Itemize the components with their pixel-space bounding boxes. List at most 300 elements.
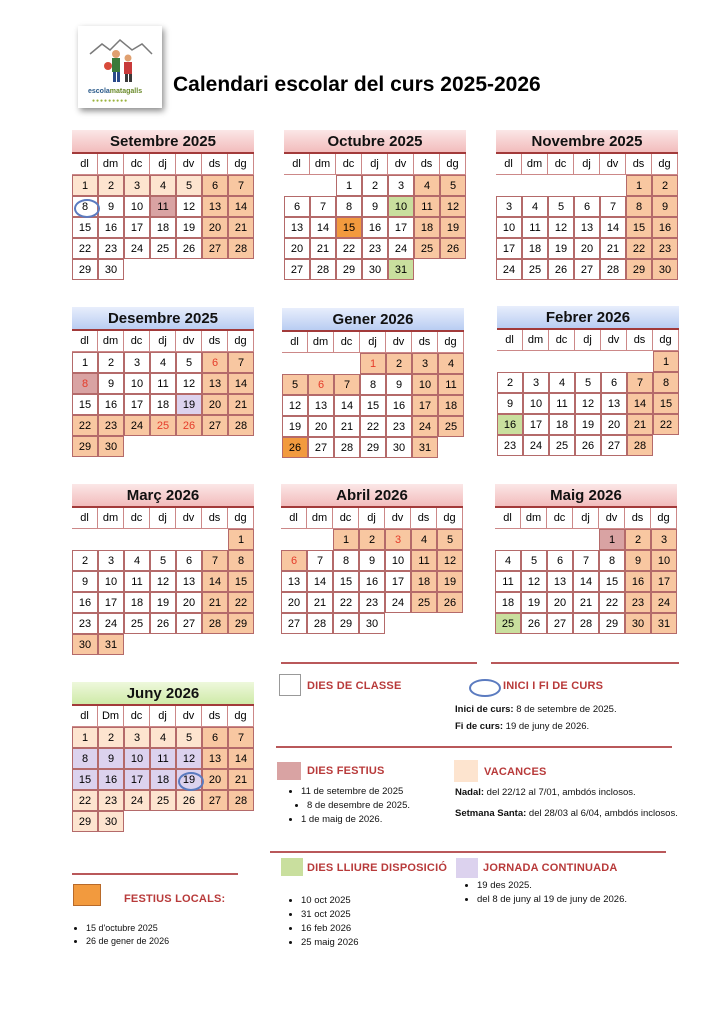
day-cell: 5 — [176, 175, 202, 196]
empty-cell — [573, 529, 599, 550]
day-cell: 7 — [307, 550, 333, 571]
weekday-header: dm — [98, 154, 124, 175]
day-cell: 27 — [284, 259, 310, 280]
festius-item: • 8 de desembre de 2025. — [307, 800, 410, 811]
weekday-header: dg — [653, 330, 679, 351]
day-cell: 15 — [336, 217, 362, 238]
local-holiday-swatch — [73, 884, 101, 906]
month-9 — [72, 682, 254, 832]
day-cell: 15 — [333, 571, 359, 592]
day-cell: 28 — [310, 259, 336, 280]
day-cell: 14 — [627, 393, 653, 414]
month-title: Febrer 2026 — [497, 306, 679, 330]
day-cell: 21 — [202, 592, 228, 613]
day-cell: 11 — [150, 373, 176, 394]
day-cell: 21 — [228, 217, 254, 238]
locals-list — [72, 923, 169, 949]
month-0 — [72, 130, 254, 280]
day-cell: 5 — [521, 550, 547, 571]
inici-text: Inici de curs: 8 de setembre de 2025. — [455, 704, 617, 715]
day-cell: 17 — [98, 592, 124, 613]
day-cell: 29 — [333, 613, 359, 634]
day-cell: 16 — [98, 394, 124, 415]
day-cell: 21 — [228, 769, 254, 790]
day-cell: 19 — [437, 571, 463, 592]
day-cell: 18 — [549, 414, 575, 435]
festius-item: • 11 de setembre de 2025 — [301, 786, 410, 797]
weekday-header: dm — [98, 331, 124, 352]
weekday-header: dc — [124, 331, 150, 352]
empty-cell — [176, 529, 202, 550]
month-days-grid — [496, 154, 678, 280]
fi-text: Fi de curs: 19 de juny de 2026. — [455, 721, 590, 732]
empty-cell — [600, 175, 626, 196]
day-cell: 14 — [573, 571, 599, 592]
day-cell: 10 — [388, 196, 414, 217]
day-cell: 12 — [521, 571, 547, 592]
day-cell: 17 — [651, 571, 677, 592]
day-cell: 3 — [385, 529, 411, 550]
day-cell: 20 — [601, 414, 627, 435]
day-cell: 19 — [176, 769, 202, 790]
day-cell: 27 — [202, 790, 228, 811]
day-cell: 9 — [98, 196, 124, 217]
weekday-header: ds — [627, 330, 653, 351]
day-cell: 8 — [626, 196, 652, 217]
weekday-header: dm — [522, 154, 548, 175]
weekday-header: dj — [573, 508, 599, 529]
lliure-item: • 25 maig 2026 — [301, 937, 359, 948]
day-cell: 8 — [360, 374, 386, 395]
locals-item: • 26 de gener de 2026 — [86, 936, 169, 946]
festius-item: • 1 de maig de 2026. — [301, 814, 410, 825]
day-cell: 15 — [599, 571, 625, 592]
day-cell: 10 — [124, 748, 150, 769]
legend-vacances: VACANCES — [484, 766, 547, 778]
day-cell: 12 — [437, 550, 463, 571]
weekday-header: dc — [548, 154, 574, 175]
day-cell: 6 — [308, 374, 334, 395]
school-logo — [78, 26, 162, 108]
day-cell: 27 — [281, 613, 307, 634]
day-cell: 7 — [334, 374, 360, 395]
day-cell: 9 — [98, 373, 124, 394]
legend-inici-fi: INICI I FI DE CURS — [503, 680, 604, 692]
month-days-grid — [72, 706, 254, 832]
day-cell: 12 — [282, 395, 308, 416]
day-cell: 7 — [228, 352, 254, 373]
day-cell: 12 — [176, 373, 202, 394]
day-cell: 21 — [627, 414, 653, 435]
weekday-header: dv — [385, 508, 411, 529]
day-cell: 29 — [72, 259, 98, 280]
day-cell: 15 — [626, 217, 652, 238]
day-cell: 6 — [547, 550, 573, 571]
day-cell: 18 — [522, 238, 548, 259]
day-cell: 21 — [307, 592, 333, 613]
day-cell: 23 — [625, 592, 651, 613]
day-cell: 23 — [72, 613, 98, 634]
day-cell: 24 — [651, 592, 677, 613]
day-cell: 1 — [626, 175, 652, 196]
day-cell: 14 — [307, 571, 333, 592]
weekday-header: dl — [284, 154, 310, 175]
weekday-header: dv — [176, 508, 202, 529]
day-cell: 12 — [440, 196, 466, 217]
day-cell: 12 — [176, 748, 202, 769]
empty-cell — [282, 353, 308, 374]
day-cell: 24 — [124, 238, 150, 259]
day-cell: 28 — [228, 238, 254, 259]
weekday-header: ds — [412, 332, 438, 353]
day-cell: 9 — [362, 196, 388, 217]
day-cell: 5 — [548, 196, 574, 217]
weekday-header: ds — [202, 706, 228, 727]
day-cell: 6 — [284, 196, 310, 217]
day-cell: 24 — [124, 415, 150, 436]
day-cell: 10 — [523, 393, 549, 414]
empty-cell — [547, 529, 573, 550]
day-cell: 25 — [124, 613, 150, 634]
day-cell: 11 — [150, 196, 176, 217]
day-cell: 5 — [575, 372, 601, 393]
day-cell: 2 — [72, 550, 98, 571]
weekday-header: ds — [202, 154, 228, 175]
month-4 — [282, 308, 464, 458]
day-cell: 16 — [98, 769, 124, 790]
day-cell: 22 — [599, 592, 625, 613]
day-cell: 24 — [388, 238, 414, 259]
month-7 — [281, 484, 463, 634]
month-title: Maig 2026 — [495, 484, 677, 508]
day-cell: 4 — [150, 175, 176, 196]
day-cell: 5 — [437, 529, 463, 550]
empty-cell — [310, 175, 336, 196]
month-days-grid — [281, 508, 463, 634]
day-cell: 28 — [573, 613, 599, 634]
day-cell: 20 — [547, 592, 573, 613]
day-cell: 27 — [601, 435, 627, 456]
day-cell: 20 — [284, 238, 310, 259]
day-cell: 10 — [98, 571, 124, 592]
day-cell: 22 — [333, 592, 359, 613]
day-cell: 7 — [573, 550, 599, 571]
school-day-swatch — [279, 674, 301, 696]
weekday-header: dv — [388, 154, 414, 175]
day-cell: 14 — [334, 395, 360, 416]
weekday-header: dg — [228, 154, 254, 175]
day-cell: 13 — [176, 571, 202, 592]
day-cell: 22 — [72, 238, 98, 259]
weekday-header: dl — [72, 154, 98, 175]
day-cell: 11 — [414, 196, 440, 217]
day-cell: 26 — [176, 415, 202, 436]
day-cell: 30 — [98, 259, 124, 280]
empty-cell — [601, 351, 627, 372]
weekday-header: dg — [228, 331, 254, 352]
month-6 — [72, 484, 254, 655]
day-cell: 5 — [176, 727, 202, 748]
lliure-item: • 16 feb 2026 — [301, 923, 359, 934]
day-cell: 18 — [150, 769, 176, 790]
day-cell: 31 — [98, 634, 124, 655]
day-cell: 6 — [202, 727, 228, 748]
day-cell: 4 — [522, 196, 548, 217]
day-cell: 29 — [72, 436, 98, 457]
day-cell: 25 — [150, 790, 176, 811]
day-cell: 16 — [359, 571, 385, 592]
day-cell: 8 — [228, 550, 254, 571]
day-cell: 23 — [98, 415, 124, 436]
day-cell: 4 — [495, 550, 521, 571]
legend-divider — [72, 873, 238, 875]
empty-cell — [307, 529, 333, 550]
day-cell: 12 — [548, 217, 574, 238]
day-cell: 11 — [150, 748, 176, 769]
day-cell: 14 — [202, 571, 228, 592]
empty-cell — [98, 529, 124, 550]
weekday-header: dm — [98, 508, 124, 529]
day-cell: 17 — [388, 217, 414, 238]
day-cell: 19 — [575, 414, 601, 435]
day-cell: 19 — [282, 416, 308, 437]
weekday-header: ds — [202, 331, 228, 352]
day-cell: 1 — [72, 175, 98, 196]
weekday-header: dj — [150, 706, 176, 727]
festius-list — [287, 786, 410, 828]
day-cell: 20 — [176, 592, 202, 613]
weekday-header: dj — [359, 508, 385, 529]
day-cell: 16 — [625, 571, 651, 592]
day-cell: 31 — [412, 437, 438, 458]
day-cell: 3 — [523, 372, 549, 393]
day-cell: 26 — [176, 238, 202, 259]
day-cell: 30 — [359, 613, 385, 634]
weekday-header: dm — [310, 154, 336, 175]
day-cell: 6 — [176, 550, 202, 571]
day-cell: 4 — [414, 175, 440, 196]
day-cell: 15 — [360, 395, 386, 416]
day-cell: 14 — [310, 217, 336, 238]
weekday-header: dc — [124, 154, 150, 175]
legend-jornada-continuada: JORNADA CONTINUADA — [483, 862, 618, 874]
day-cell: 24 — [124, 790, 150, 811]
day-cell: 30 — [98, 811, 124, 832]
legend-dies-festius: DIES FESTIUS — [307, 765, 385, 777]
day-cell: 15 — [72, 394, 98, 415]
day-cell: 13 — [574, 217, 600, 238]
day-cell: 1 — [653, 351, 679, 372]
day-cell: 11 — [438, 374, 464, 395]
day-cell: 26 — [282, 437, 308, 458]
day-cell: 17 — [523, 414, 549, 435]
day-cell: 11 — [495, 571, 521, 592]
lliure-item: • 10 oct 2025 — [301, 895, 359, 906]
day-cell: 14 — [228, 373, 254, 394]
day-cell: 17 — [124, 769, 150, 790]
weekday-header: dj — [150, 154, 176, 175]
day-cell: 8 — [599, 550, 625, 571]
day-cell: 26 — [440, 238, 466, 259]
day-cell: 10 — [124, 196, 150, 217]
day-cell: 21 — [228, 394, 254, 415]
weekday-header: dc — [549, 330, 575, 351]
day-cell: 22 — [626, 238, 652, 259]
month-5 — [497, 306, 679, 456]
empty-cell — [202, 529, 228, 550]
day-cell: 30 — [72, 634, 98, 655]
day-cell: 20 — [202, 769, 228, 790]
day-cell: 26 — [575, 435, 601, 456]
day-cell: 11 — [522, 217, 548, 238]
day-cell: 7 — [228, 727, 254, 748]
day-cell: 10 — [496, 217, 522, 238]
weekday-header: dm — [523, 330, 549, 351]
month-days-grid — [282, 332, 464, 458]
empty-cell — [627, 351, 653, 372]
day-cell: 3 — [124, 175, 150, 196]
day-cell: 2 — [98, 352, 124, 373]
legend-divider — [276, 746, 672, 748]
day-cell: 17 — [124, 394, 150, 415]
day-cell: 24 — [385, 592, 411, 613]
month-title: Novembre 2025 — [496, 130, 678, 154]
day-cell: 25 — [438, 416, 464, 437]
day-cell: 1 — [360, 353, 386, 374]
day-cell: 2 — [386, 353, 412, 374]
day-cell: 28 — [202, 613, 228, 634]
day-cell: 29 — [228, 613, 254, 634]
day-cell: 26 — [437, 592, 463, 613]
day-cell: 18 — [414, 217, 440, 238]
day-cell: 30 — [652, 259, 678, 280]
day-cell: 26 — [150, 613, 176, 634]
day-cell: 6 — [202, 175, 228, 196]
weekday-header: dj — [150, 508, 176, 529]
day-cell: 14 — [228, 748, 254, 769]
day-cell: 29 — [599, 613, 625, 634]
empty-cell — [150, 529, 176, 550]
day-cell: 21 — [310, 238, 336, 259]
day-cell: 16 — [72, 592, 98, 613]
day-cell: 24 — [98, 613, 124, 634]
page-title: Calendari escolar del curs 2025-2026 — [173, 73, 541, 96]
month-days-grid — [72, 331, 254, 457]
day-cell: 18 — [150, 394, 176, 415]
day-cell: 6 — [574, 196, 600, 217]
day-cell: 24 — [523, 435, 549, 456]
weekday-header: dj — [575, 330, 601, 351]
empty-cell — [308, 353, 334, 374]
day-cell: 28 — [600, 259, 626, 280]
day-cell: 23 — [98, 790, 124, 811]
day-cell: 26 — [176, 790, 202, 811]
day-cell: 22 — [653, 414, 679, 435]
weekday-header: dv — [176, 154, 202, 175]
day-cell: 16 — [497, 414, 523, 435]
legend-divider — [491, 662, 679, 664]
day-cell: 2 — [98, 727, 124, 748]
day-cell: 19 — [176, 394, 202, 415]
day-cell: 17 — [496, 238, 522, 259]
weekday-header: ds — [414, 154, 440, 175]
day-cell: 4 — [150, 727, 176, 748]
day-cell: 19 — [548, 238, 574, 259]
day-cell: 16 — [652, 217, 678, 238]
day-cell: 19 — [440, 217, 466, 238]
day-cell: 1 — [228, 529, 254, 550]
day-cell: 12 — [150, 571, 176, 592]
month-title: Setembre 2025 — [72, 130, 254, 154]
weekday-header: dg — [440, 154, 466, 175]
day-cell: 25 — [522, 259, 548, 280]
weekday-header: dv — [600, 154, 626, 175]
day-cell: 16 — [362, 217, 388, 238]
day-cell: 11 — [549, 393, 575, 414]
day-cell: 27 — [547, 613, 573, 634]
day-cell: 9 — [359, 550, 385, 571]
month-title: Març 2026 — [72, 484, 254, 508]
day-cell: 6 — [202, 352, 228, 373]
day-cell: 1 — [336, 175, 362, 196]
day-cell: 22 — [228, 592, 254, 613]
day-cell: 21 — [573, 592, 599, 613]
weekday-header: dj — [574, 154, 600, 175]
day-cell: 7 — [310, 196, 336, 217]
lliure-item: • 31 oct 2025 — [301, 909, 359, 920]
day-cell: 28 — [627, 435, 653, 456]
day-cell: 4 — [124, 550, 150, 571]
weekday-header: ds — [625, 508, 651, 529]
day-cell: 5 — [176, 352, 202, 373]
vacation-swatch — [454, 760, 478, 782]
day-cell: 9 — [652, 196, 678, 217]
month-3 — [72, 307, 254, 457]
day-cell: 1 — [333, 529, 359, 550]
day-cell: 29 — [72, 811, 98, 832]
month-2 — [496, 130, 678, 280]
weekday-header: dm — [307, 508, 333, 529]
day-cell: 23 — [98, 238, 124, 259]
day-cell: 3 — [412, 353, 438, 374]
day-cell: 6 — [281, 550, 307, 571]
day-cell: 13 — [308, 395, 334, 416]
day-cell: 12 — [176, 196, 202, 217]
weekday-header: dl — [72, 508, 98, 529]
day-cell: 18 — [495, 592, 521, 613]
day-cell: 16 — [386, 395, 412, 416]
day-cell: 3 — [388, 175, 414, 196]
month-days-grid — [495, 508, 677, 634]
weekday-header: dc — [124, 706, 150, 727]
day-cell: 27 — [574, 259, 600, 280]
logo-text: escolamatagalls — [88, 88, 143, 95]
day-cell: 8 — [333, 550, 359, 571]
day-cell: 24 — [496, 259, 522, 280]
weekday-header: dv — [599, 508, 625, 529]
weekday-header: dl — [72, 706, 98, 727]
day-cell: 8 — [72, 196, 98, 217]
day-cell: 20 — [308, 416, 334, 437]
day-cell: 7 — [228, 175, 254, 196]
day-cell: 6 — [601, 372, 627, 393]
month-title: Octubre 2025 — [284, 130, 466, 154]
lliure-list — [287, 895, 359, 951]
empty-cell — [334, 353, 360, 374]
day-cell: 25 — [150, 415, 176, 436]
month-days-grid — [72, 508, 254, 655]
day-cell: 15 — [72, 217, 98, 238]
